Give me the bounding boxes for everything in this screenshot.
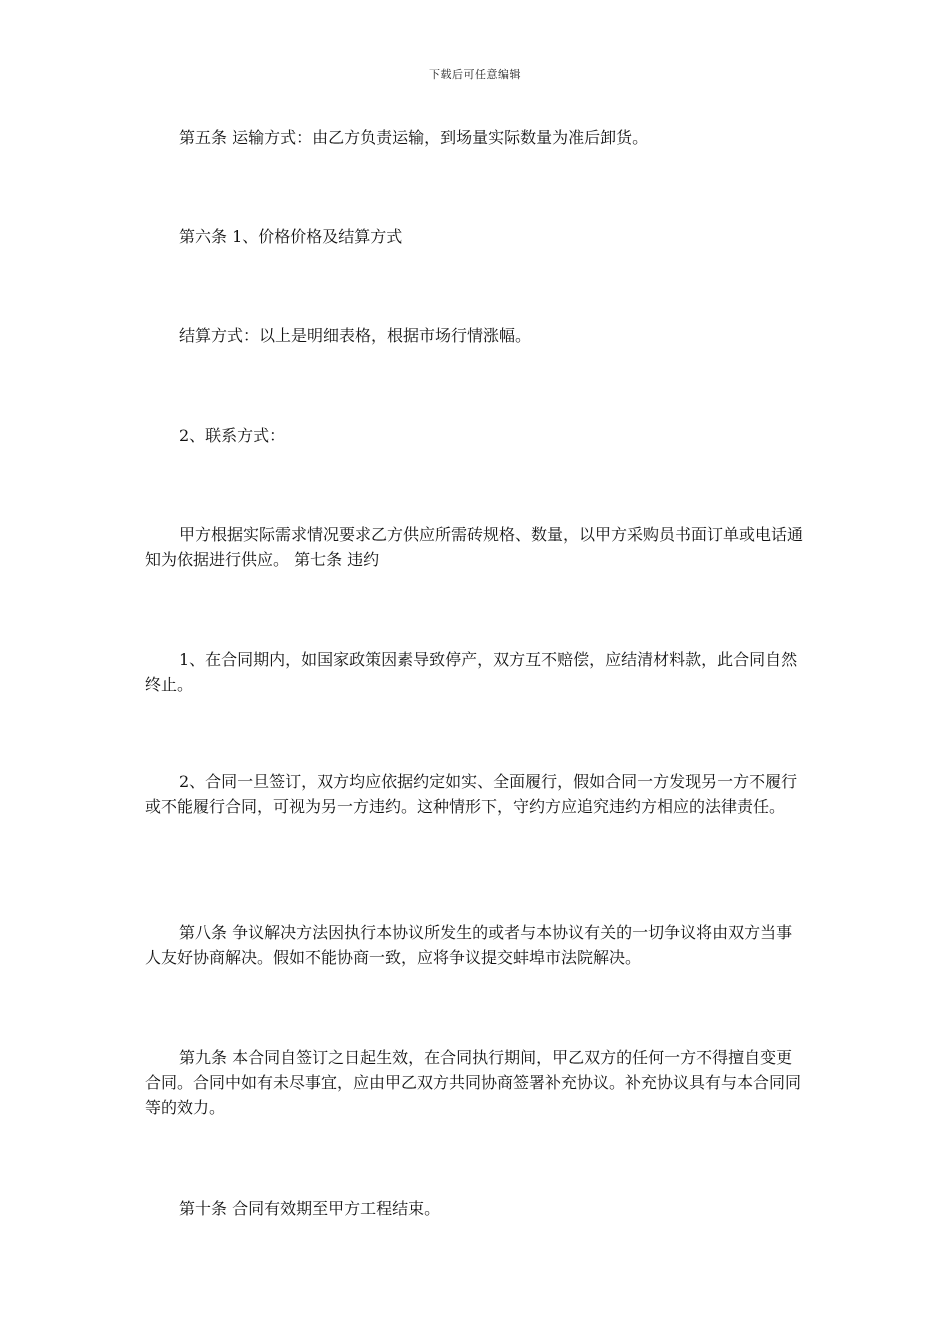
clause-5-transport: 第五条 运输方式：由乙方负责运输，到场量实际数量为准后卸货。 <box>179 128 649 147</box>
settlement-method: 结算方式：以上是明细表格，根据市场行情涨幅。 <box>179 326 532 345</box>
contact-method: 2、联系方式： <box>179 426 286 445</box>
clause-10-validity: 第十条 合同有效期至甲方工程结束。 <box>179 1199 441 1218</box>
page-header: 下载后可任意编辑 <box>429 68 521 81</box>
supply-requirement: 甲方根据实际需求情况要求乙方供应所需砖规格、数量，以甲方采购员书面订单或电话通知为依据进行供应。 第七条 违约 <box>145 525 804 569</box>
clause-8-dispute: 第八条 争议解决方法因执行本协议所发生的或者与本协议有关的一切争议将由双方当事人友好协商解决。假如不能协商一致，应将争议提交蚌埠市法院解决。 <box>145 923 793 967</box>
clause-6-price: 第六条 1、价格价格及结算方式 <box>179 227 403 246</box>
breach-item-2: 2、合同一旦签订，双方均应依据约定如实、全面履行，假如合同一方发现另一方不履行或不能履行合同，可视为另一方违约。这种情形下，守约方应追究违约方相应的法律责任。 <box>145 772 798 816</box>
breach-item-1: 1、在合同期内，如国家政策因素导致停产，双方互不赔偿，应结清材料款，此合同自然终止。 <box>145 650 798 694</box>
clause-9-effect: 第九条 本合同自签订之日起生效，在合同执行期间，甲乙双方的任何一方不得擅自变更合同。合同中如有未尽事宜，应由甲乙双方共同协商签署补充协议。补充协议具有与本合同同等的效力。 <box>145 1048 802 1117</box>
